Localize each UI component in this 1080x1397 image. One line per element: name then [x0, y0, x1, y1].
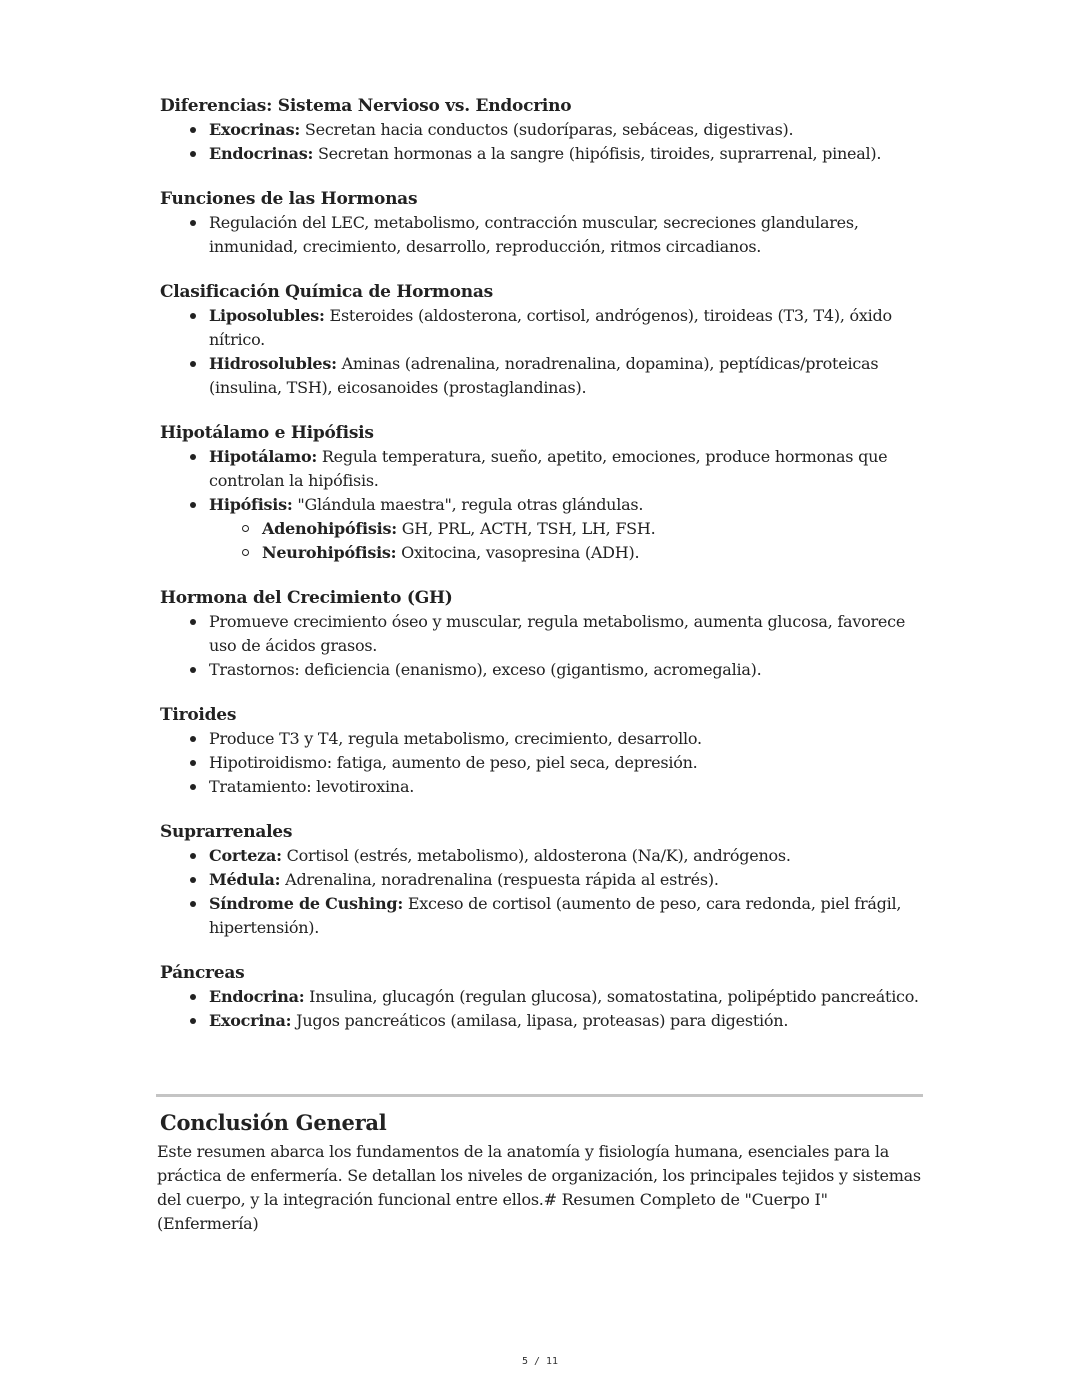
item-text: Trastornos: deficiencia (enanismo), exceso (gigantismo, acromegalia).	[209, 660, 762, 679]
item-text: Secretan hacia conductos (sudoríparas, sebáceas, digestivas).	[300, 120, 794, 139]
section-heading: Páncreas	[160, 963, 245, 983]
item-term: Hidrosolubles:	[209, 354, 337, 373]
list-item	[160, 751, 925, 775]
section	[160, 820, 925, 940]
item-term: Hipotálamo:	[209, 447, 318, 466]
item-text: Regulación del LEC, metabolismo, contracción muscular, secreciones glandulares, inmunidad, crecimiento, desarrollo, reproducción, ritmos circadianos.	[209, 213, 859, 256]
list-item	[160, 844, 925, 868]
section	[160, 703, 925, 799]
item-text: Hipotiroidismo: fatiga, aumento de peso, piel seca, depresión.	[209, 753, 698, 772]
item-text: Adrenalina, noradrenalina (respuesta rápida al estrés).	[280, 870, 719, 889]
conclusion-heading: Conclusión General	[160, 1110, 387, 1135]
item-text: Aminas (adrenalina, noradrenalina, dopamina), peptídicas/proteicas (insulina, TSH), eicosanoides (prostaglandinas).	[209, 354, 879, 397]
list-item	[160, 142, 925, 166]
section-heading: Funciones de las Hormonas	[160, 189, 418, 209]
item-term: Hipófisis:	[209, 495, 293, 514]
list-item	[160, 352, 925, 400]
item-text: Exceso de cortisol (aumento de peso, cara redonda, piel frágil, hipertensión).	[209, 894, 902, 937]
item-term: Exocrina:	[209, 1011, 292, 1030]
list-item	[160, 304, 925, 352]
section	[160, 961, 925, 1033]
list-item	[160, 658, 925, 682]
section-heading: Clasificación Química de Hormonas	[160, 282, 493, 302]
bullet-list	[160, 118, 925, 166]
item-term: Síndrome de Cushing:	[209, 894, 403, 913]
list-item	[160, 445, 925, 493]
section	[160, 280, 925, 400]
bullet-list	[160, 211, 925, 259]
item-term: Liposolubles:	[209, 306, 325, 325]
item-text: Esteroides (aldosterona, cortisol, andrógenos), tiroideas (T3, T4), óxido nítrico.	[209, 306, 892, 349]
bullet-list	[160, 610, 925, 682]
page-number: 5 / 11	[521, 1356, 559, 1367]
item-text: Produce T3 y T4, regula metabolismo, crecimiento, desarrollo.	[209, 729, 702, 748]
section	[160, 421, 925, 565]
document-body	[160, 94, 925, 1054]
item-term: Exocrinas:	[209, 120, 301, 139]
list-item	[160, 727, 925, 751]
item-term: Corteza:	[209, 846, 282, 865]
section-heading: Suprarrenales	[160, 822, 293, 842]
section	[160, 94, 925, 166]
item-term: Endocrina:	[209, 987, 305, 1006]
item-text: GH, PRL, ACTH, TSH, LH, FSH.	[396, 519, 656, 538]
list-item	[160, 610, 925, 658]
section	[160, 586, 925, 682]
item-text: Jugos pancreáticos (amilasa, lipasa, proteasas) para digestión.	[291, 1011, 789, 1030]
bullet-list	[160, 727, 925, 799]
list-item	[160, 868, 925, 892]
item-text: Tratamiento: levotiroxina.	[209, 777, 415, 796]
list-item	[160, 118, 925, 142]
bullet-list	[160, 445, 925, 565]
section	[160, 187, 925, 259]
item-term: Endocrinas:	[209, 144, 314, 163]
item-text: Secretan hormonas a la sangre (hipófisis, tiroides, suprarrenal, pineal).	[313, 144, 882, 163]
item-text: "Glándula maestra", regula otras glándulas.	[292, 495, 644, 514]
item-text: Regula temperatura, sueño, apetito, emociones, produce hormonas que controlan la hipófisis.	[209, 447, 888, 490]
bullet-list	[160, 844, 925, 940]
item-text: Promueve crecimiento óseo y muscular, regula metabolismo, aumenta glucosa, favorece uso de ácidos grasos.	[209, 612, 906, 655]
section-heading: Hipotálamo e Hipófisis	[160, 423, 374, 443]
sub-list	[209, 517, 925, 565]
list-item	[160, 493, 925, 565]
section-divider	[156, 1094, 923, 1097]
item-term: Médula:	[209, 870, 281, 889]
list-item	[160, 1009, 925, 1033]
list-item	[160, 985, 925, 1009]
bullet-list	[160, 985, 925, 1033]
sub-list-item	[209, 541, 925, 565]
item-text: Insulina, glucagón (regulan glucosa), somatostatina, polipéptido pancreático.	[304, 987, 919, 1006]
bullet-list	[160, 304, 925, 400]
item-term: Adenohipófisis:	[262, 519, 397, 538]
section-heading: Diferencias: Sistema Nervioso vs. Endocrino	[160, 96, 572, 116]
list-item	[160, 211, 925, 259]
item-text: Oxitocina, vasopresina (ADH).	[396, 543, 640, 562]
section-heading: Tiroides	[160, 705, 237, 725]
item-term: Neurohipófisis:	[262, 543, 397, 562]
item-text: Cortisol (estrés, metabolismo), aldosterona (Na/K), andrógenos.	[281, 846, 791, 865]
sub-list-item	[209, 517, 925, 541]
list-item	[160, 775, 925, 799]
section-heading: Hormona del Crecimiento (GH)	[160, 588, 453, 608]
list-item	[160, 892, 925, 940]
conclusion-paragraph: Este resumen abarca los fundamentos de la anatomía y fisiología humana, esenciales para la práctica de enfermería. Se detallan los niveles de organización, los principales tejidos y sistemas del cuerpo, y la integración funcional entre ellos.# Resumen Completo de "Cuerpo I" (Enfermería)	[157, 1142, 921, 1233]
